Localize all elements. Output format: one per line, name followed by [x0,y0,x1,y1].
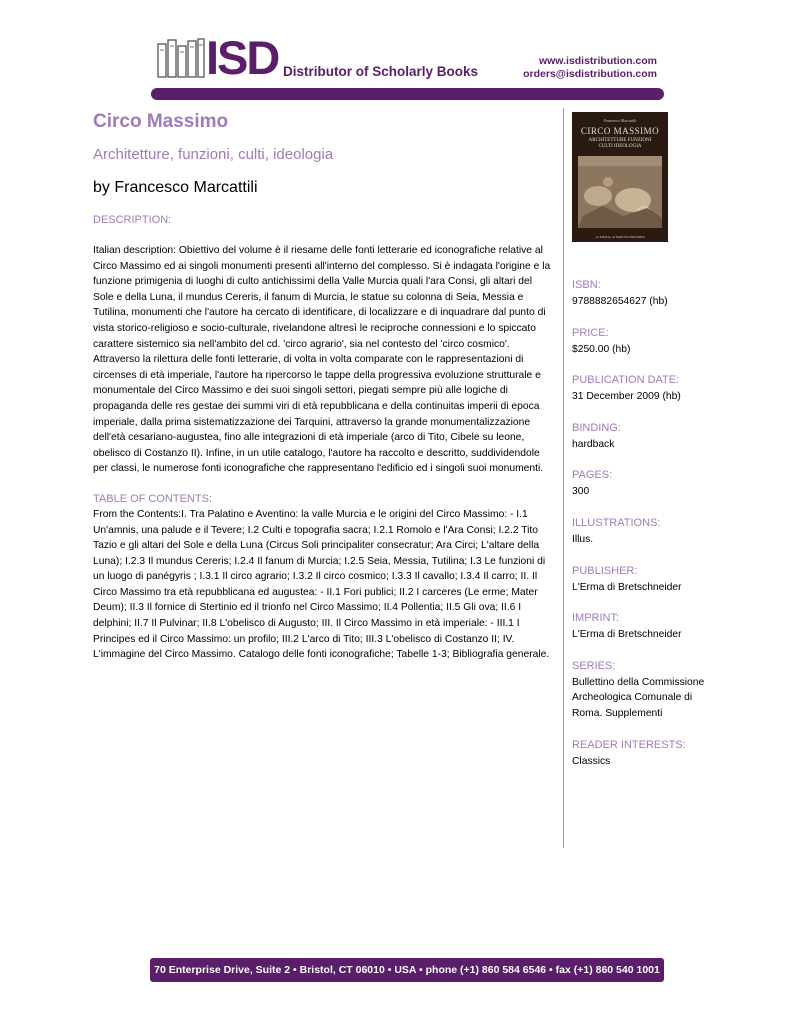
main-column [93,110,553,663]
description-text: Italian description: Obiettivo del volume è il riesame delle fonti letterarie ed iconografiche relative al Circo Massimo ed ai singoli monumenti presenti all'interno del complesso. Si è indagata l'origine e la funzione primigenia di luoghi di culto antichissimi della Valle Murcia quali l'ara Consi, gli altari del Sole e della Luna, il mundus Cereris, il fanum di Murcia, le statue su colonna di Seia, Messia e Tutilina, monumenti che l'autore ha cercato di identificare, di localizzare e di inquadrare dal punto di vista storico-religioso e socio-culturale, rivelandone altresì le reciproche connessioni e lo spiccato carattere sistemico sia nell'ambito del cd. 'circo agrario', sia nel contesto del 'circo cosmico'. Attraverso la rilettura delle fonti letterarie, di volta in volta comparate con le rappresentazioni di circenses di età imperiale, l'autore ha ripercorso le tappe della progressiva evoluzione strutturale e monumentale del Circo Massimo e dei suoi singoli settori, piegati sempre più alle logiche di propaganda delle res gestae dei summi viri di età repubblicana e della continuitas imperii di epoca imperiale, dalla prima sistematizzazione dei Tarquini, attraverso la grande monumentalizzazione dell'età cesariano-augustea, fino alle integrazioni di età imperiale (arco di Tito, Cibele su leone, obelisco di Costanzo II). Infine, in un utile catalogo, l'autore ha raccolto e descritto, suddividendole per classi, le numerose fonti iconografiche che rappresentano l'edificio ed i singoli suoi monumenti. [93,245,551,475]
book-subtitle: Architetture, funzioni, culti, ideologia [93,146,334,163]
book-title: Circo Massimo [93,111,229,132]
imprint-label: IMPRINT: [572,612,620,625]
cover-subtitle [572,138,668,150]
series-value: Bullettino della Commissione Archeologica Comunale di Roma. Supplementi [572,676,705,719]
publisher-value: L'Erma di Bretschneider [572,581,682,593]
reader-interests-label: READER INTERESTS: [572,738,686,751]
illustrations-value: Illus. [572,533,594,545]
cover-publisher: «L'ERMA» di BRETSCHNEIDER [595,235,645,239]
books-logo-icon [157,38,205,78]
toc-label: TABLE OF CONTENTS: [93,492,212,505]
publication-date-label: PUBLICATION DATE: [572,374,680,387]
imprint-value: L'Erma di Bretschneider [572,629,682,641]
cover-subtitle-line2: CULTI IDEOLOGIA [598,144,642,149]
isbn-label: ISBN: [572,279,601,291]
pages-value: 300 [572,486,590,498]
footer-bar [150,958,664,982]
details-sidebar [572,278,712,769]
email-link[interactable]: orders@isdistribution.com [523,68,657,80]
cover-subtitle-line1: ARCHITETTURE FUNZIONI [588,138,652,143]
cover-author: Francesco Marcattili [603,118,637,123]
series-label: SERIES: [572,659,616,672]
publication-date-value: 31 December 2009 (hb) [572,391,681,403]
description-label: DESCRIPTION: [93,214,172,226]
website-link[interactable]: www.isdistribution.com [538,55,657,67]
header-divider-bar [151,88,664,100]
cover-title: CIRCO MASSIMO [580,126,660,136]
footer-address: 70 Enterprise Drive, Suite 2 • Bristol, CT 06010 • USA • phone (+1) 860 584 6546 • fax (+1) 860 540 1001 [154,964,660,976]
book-cover-image [572,112,668,242]
price-value: $250.00 (hb) [572,343,631,355]
toc-text: From the Contents:I. Tra Palatino e Aventino: la valle Murcia e le origini del Circo Massimo: - I.1 Un'amnis, una palude e il Tevere; I.2 Culti e topografia sacra; I.2.1 Romolo e l'Ara Consi; I.2.2 Tito Tazio e gli altari del Sole e della Luna (Circus Soli principaliter consecratur; Ara Circi; L'altare della Luna); I.2.3 Il mundus Cereris; I.2.4 Il fanum di Murcia; I.2.5 Seia, Messia, Tutilina; I.3 Le funzioni di un luogo di panégyris ; I.3.1 Il circo agrario; I.3.2 Il circo cosmico; I.3.3 Il cavallo; I.3.4 Il carro; II. Il Circo Massimo tra età repubblicana ed augustea: - II.1 Fori publici; II.2 I carceres (Le erme; Mater Deum); II.3 Il fornice di Stertinio ed il trionfo nel Circo Massimo; II.4 Pollentia; II.5 Gli ova; II.6 I delphini; II.7 Il Pulvinar; II.8 L'obelisco di Augusto; III. Il Circo Massimo in età imperiale: - III.1 I Principes ed il Circo Massimo: un profilo; III.2 L'arco di Tito; III.3 L'obelisco di Costanzo II; IV. L'immagine del Circo Massimo. Catalogo delle fonti iconografiche; Tabelle 1-3; Bibliografia generale. [93,508,550,661]
binding-value: hardback [572,438,615,450]
book-author: by Francesco Marcattili [93,179,258,196]
isd-logo: ISD [206,31,279,84]
binding-label: BINDING: [572,421,621,434]
logo-tagline: Distributor of Scholarly Books [283,64,479,79]
column-divider [563,108,564,848]
publisher-label: PUBLISHER: [572,564,638,577]
isbn-value: 9788882654627 (hb) [572,296,668,307]
pages-label: PAGES: [572,469,613,482]
relief-sculpture-image [578,156,662,228]
price-label: PRICE: [572,326,609,339]
reader-interests-value: Classics [572,755,611,767]
illustrations-label: ILLUSTRATIONS: [572,516,661,529]
contact-block [523,55,657,81]
